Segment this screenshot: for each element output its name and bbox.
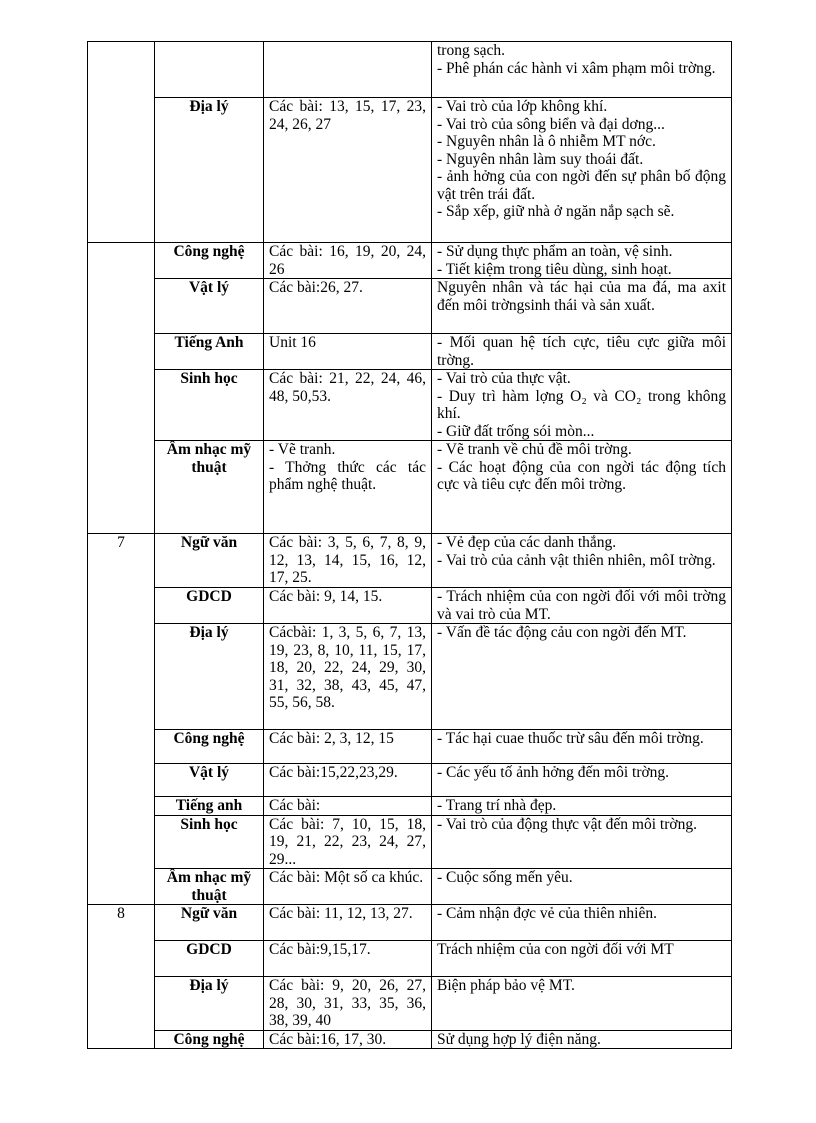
subject-cell [155,42,264,98]
content-line: - Cảm nhận đợc vẻ của thiên nhiên. [437,905,657,922]
subject-cell: Vật lý [155,279,264,334]
content-line: - Duy trì hàm lợng O₂ và CO₂ trong không khí. [437,387,726,422]
content-cell [432,334,732,370]
subject-cell: Tiếng anh [155,797,264,816]
subject-cell: Vật lý [155,764,264,797]
lessons-line: Unit 16 [269,334,316,351]
lessons-line: Cácbài: 1, 3, 5, 6, 7, 13, 19, 23, 8, 10, 11, 15, 17, 18, 20, 22, 24, 29, 30, 31, 32, 38, 43, 45, 47, 55, 56, 58. [269,624,426,711]
subject-cell: Tiếng Anh [155,334,264,370]
content-line: - Tiết kiệm trong tiêu dùng, sinh hoạt. [437,260,672,278]
lessons-line: Các bài: 13, 15, 17, 23, 24, 26, 27 [269,98,426,133]
table-row [88,624,732,730]
table-row [88,534,732,588]
content-line: trong sạch. [437,42,506,59]
content-line: - Các yếu tố ảnh hởng đến môi trờng. [437,764,670,781]
lessons-line: Các bài: 21, 22, 24, 46, 48, 50,53. [269,370,426,405]
lessons-line: Các bài: 9, 20, 26, 27, 28, 30, 31, 33, 35, 36, 38, 39, 40 [269,977,426,1029]
lessons-line: Các bài:9,15,17. [269,941,371,958]
content-line: - Vẻ đẹp của các danh thắng. [437,534,617,551]
content-line: - Sắp xếp, giữ nhà ở ngăn nắp sạch sẽ. [437,203,675,220]
content-line: - Vai trò của cảnh vật thiên nhiên, môI trờng. [437,551,716,569]
content-cell [432,243,732,279]
content-cell [432,534,732,588]
lessons-line: Các bài: 7, 10, 15, 18, 19, 21, 22, 23, 24, 27, 29... [269,815,426,868]
lessons-line: Các bài: 3, 5, 6, 7, 8, 9, 12, 13, 14, 15, 16, 12, 17, 25. [269,534,426,586]
subject-cell: Âm nhạc mỹ thuật [155,869,264,905]
table-row [88,98,732,243]
content-cell [432,1030,732,1049]
content-line: - Giữ đất trống sói mòn... [437,422,595,440]
content-line: - Nguyên nhân làm suy thoái đất. [437,150,644,168]
table-row [88,279,732,334]
table-row [88,797,732,816]
content-line: - Cuộc sống mến yêu. [437,869,573,886]
lessons-cell [264,334,432,370]
content-line: - ảnh hởng của con ngời đến sự phân bố động vật trên trái đất. [437,168,726,203]
content-line: Nguyên nhân và tác hại của ma đá, ma axit đến môi trờngsinh thái và sản xuất. [437,279,726,314]
lessons-cell [264,42,432,98]
content-cell [432,797,732,816]
subject-cell: GDCD [155,941,264,977]
table-body [88,42,732,1049]
content-cell [432,624,732,730]
content-cell [432,815,732,869]
lessons-line: - Vẽ tranh. [269,441,336,458]
table-row [88,764,732,797]
table-row [88,243,732,279]
subject-cell: Ngữ văn [155,905,264,941]
content-cell [432,941,732,977]
curriculum-table [87,41,732,1049]
lessons-line: Các bài: 11, 12, 13, 27. [269,905,413,922]
lessons-cell [264,869,432,905]
lessons-cell [264,534,432,588]
content-line: - Vai trò của sông biển và đại dơng... [437,115,665,133]
content-cell [432,905,732,941]
subject-cell: Công nghệ [155,730,264,764]
grade-cell [88,243,155,534]
table-row [88,441,732,534]
content-cell [432,588,732,624]
lessons-cell [264,905,432,941]
lessons-cell [264,98,432,243]
content-line: - Trang trí nhà đẹp. [437,797,557,814]
content-line: - Nguyên nhân là ô nhiễm MT nớc. [437,133,656,150]
lessons-line: Các bài: 2, 3, 12, 15 [269,730,394,747]
table-row [88,941,732,977]
content-line: - Phê phán các hành vi xâm phạm môi trờng. [437,59,716,77]
table-row [88,905,732,941]
content-cell [432,977,732,1031]
content-cell [432,764,732,797]
content-line: Sử dụng hợp lý điện năng. [437,1030,601,1048]
lessons-cell [264,764,432,797]
table-row [88,977,732,1031]
content-line: - Vai trò của động thực vật đến môi trờng. [437,815,697,833]
lessons-cell [264,977,432,1031]
lessons-cell [264,624,432,730]
lessons-cell [264,279,432,334]
content-cell [432,279,732,334]
content-line: - Vai trò của thực vật. [437,370,571,387]
subject-cell: Địa lý [155,624,264,730]
content-line: - Các hoạt động của con ngời tác động tích cực và tiêu cực đến môi trờng. [437,458,726,493]
content-cell [432,441,732,534]
table-row [88,370,732,441]
table-row [88,869,732,905]
lessons-line: Các bài: [269,797,321,814]
subject-cell: Sinh học [155,370,264,441]
lessons-cell [264,815,432,869]
grade-cell: 7 [88,534,155,905]
grade-cell [88,42,155,243]
lessons-cell [264,441,432,534]
content-line: Trách nhiệm của con ngời đối với MT [437,941,674,958]
subject-cell: Công nghệ [155,243,264,279]
grade-cell: 8 [88,905,155,1049]
lessons-line: Các bài:16, 17, 30. [269,1030,387,1048]
content-line: - Trách nhiệm của con ngời đối với môi trờng và vai trò của MT. [437,588,726,623]
table-row [88,42,732,98]
lessons-cell [264,941,432,977]
table-row [88,588,732,624]
subject-cell: Địa lý [155,977,264,1031]
content-line: - Tác hại cuae thuốc trừ sâu đến môi trờng. [437,730,704,747]
subject-cell: GDCD [155,588,264,624]
content-line: - Mối quan hệ tích cực, tiêu cực giữa môi trờng. [437,334,726,369]
table-row [88,815,732,869]
subject-cell: Ngữ văn [155,534,264,588]
lessons-line: Các bài:26, 27. [269,279,363,296]
content-cell [432,869,732,905]
lessons-cell [264,730,432,764]
lessons-cell [264,1030,432,1049]
lessons-line: Các bài: 16, 19, 20, 24, 26 [269,243,426,278]
content-cell [432,730,732,764]
lessons-cell [264,797,432,816]
content-cell [432,98,732,243]
content-line: - Vai trò của lớp không khí. [437,98,608,115]
content-line: - Sử dụng thực phẩm an toàn, vệ sinh. [437,243,673,260]
content-cell [432,42,732,98]
content-line: Biện pháp bảo vệ MT. [437,977,575,994]
table-row [88,1030,732,1049]
subject-cell: Sinh học [155,815,264,869]
subject-cell: Âm nhạc mỹ thuật [155,441,264,534]
lessons-cell [264,243,432,279]
lessons-line: - Thởng thức các tác phẩm nghệ thuật. [269,458,426,493]
lessons-cell [264,370,432,441]
lessons-line: Các bài: Một số ca khúc. [269,869,424,886]
lessons-line: Các bài: 9, 14, 15. [269,588,383,605]
table-row [88,730,732,764]
table-row [88,334,732,370]
content-cell [432,370,732,441]
subject-cell: Công nghệ [155,1030,264,1049]
lessons-line: Các bài:15,22,23,29. [269,764,398,781]
content-line: - Vẽ tranh về chủ đề môi trờng. [437,441,632,458]
content-line: - Vấn đề tác động cảu con ngời đến MT. [437,624,687,641]
subject-cell: Địa lý [155,98,264,243]
lessons-cell [264,588,432,624]
